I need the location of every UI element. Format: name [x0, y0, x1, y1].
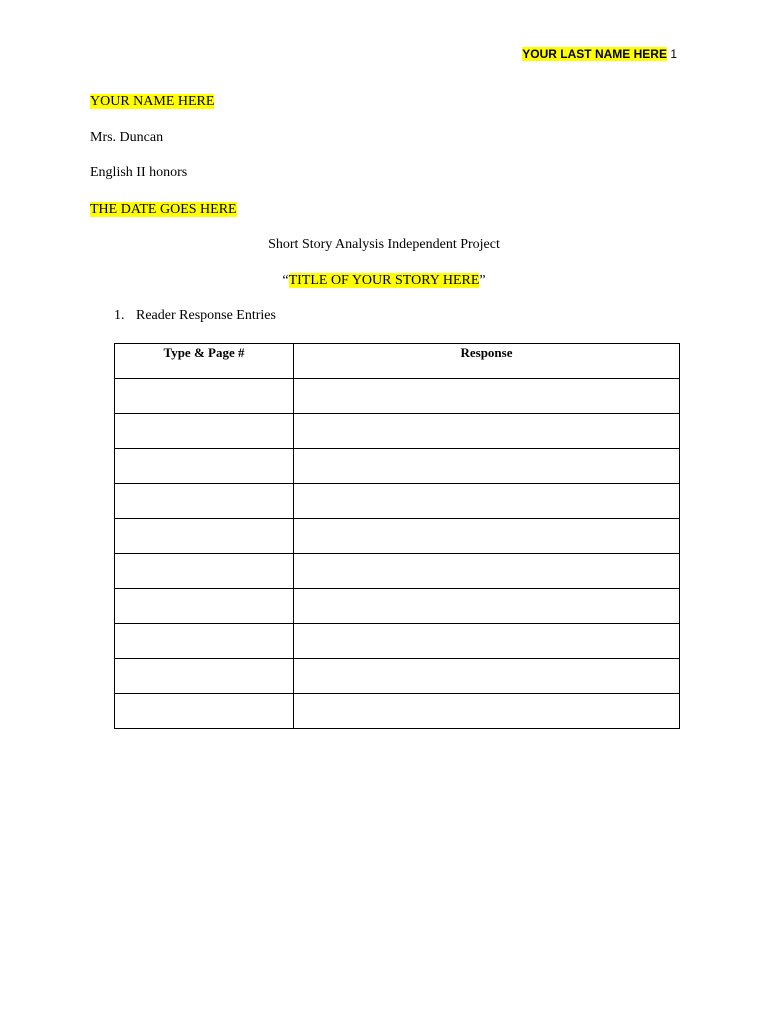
type-page-cell[interactable] [115, 659, 294, 694]
section-heading [114, 307, 276, 325]
type-page-cell[interactable] [115, 379, 294, 414]
type-page-cell[interactable] [115, 694, 294, 729]
teacher-name: Mrs. Duncan [90, 130, 164, 145]
date-line [90, 201, 237, 219]
response-cell[interactable] [294, 554, 680, 589]
response-cell[interactable] [294, 414, 680, 449]
table-row [115, 554, 680, 589]
table-header-row [115, 344, 680, 379]
response-cell[interactable] [294, 659, 680, 694]
type-page-cell[interactable] [115, 589, 294, 624]
type-page-cell[interactable] [115, 449, 294, 484]
type-page-cell[interactable] [115, 414, 294, 449]
open-quote: “ [282, 273, 289, 288]
type-page-cell[interactable] [115, 519, 294, 554]
type-page-cell[interactable] [115, 554, 294, 589]
story-title-placeholder: TITLE OF YOUR STORY HERE [288, 273, 480, 288]
table-row [115, 624, 680, 659]
type-page-cell[interactable] [115, 484, 294, 519]
date-placeholder: THE DATE GOES HERE [90, 202, 237, 217]
response-cell[interactable] [294, 379, 680, 414]
response-cell[interactable] [294, 449, 680, 484]
column-header-type-page: Type & Page # [115, 344, 294, 379]
response-cell[interactable] [294, 694, 680, 729]
type-page-cell[interactable] [115, 624, 294, 659]
response-cell[interactable] [294, 589, 680, 624]
story-title-line [0, 272, 768, 290]
running-header [522, 45, 677, 63]
response-cell[interactable] [294, 484, 680, 519]
close-quote: ” [479, 273, 486, 288]
column-header-response: Response [294, 344, 680, 379]
student-name-line [90, 93, 214, 111]
section-label: Reader Response Entries [136, 308, 276, 323]
reader-response-table [114, 343, 680, 729]
table-row [115, 379, 680, 414]
table-row [115, 484, 680, 519]
section-number: 1. [114, 308, 125, 323]
response-cell[interactable] [294, 624, 680, 659]
table-row [115, 694, 680, 729]
student-name-placeholder: YOUR NAME HERE [90, 94, 215, 109]
project-title: Short Story Analysis Independent Project [268, 237, 500, 252]
table-row [115, 659, 680, 694]
last-name-placeholder: YOUR LAST NAME HERE [522, 47, 667, 61]
page-number: 1 [670, 47, 677, 61]
table-row [115, 589, 680, 624]
response-cell[interactable] [294, 519, 680, 554]
table-row [115, 414, 680, 449]
course-name: English II honors [90, 165, 188, 180]
table-row [115, 519, 680, 554]
table-row [115, 449, 680, 484]
